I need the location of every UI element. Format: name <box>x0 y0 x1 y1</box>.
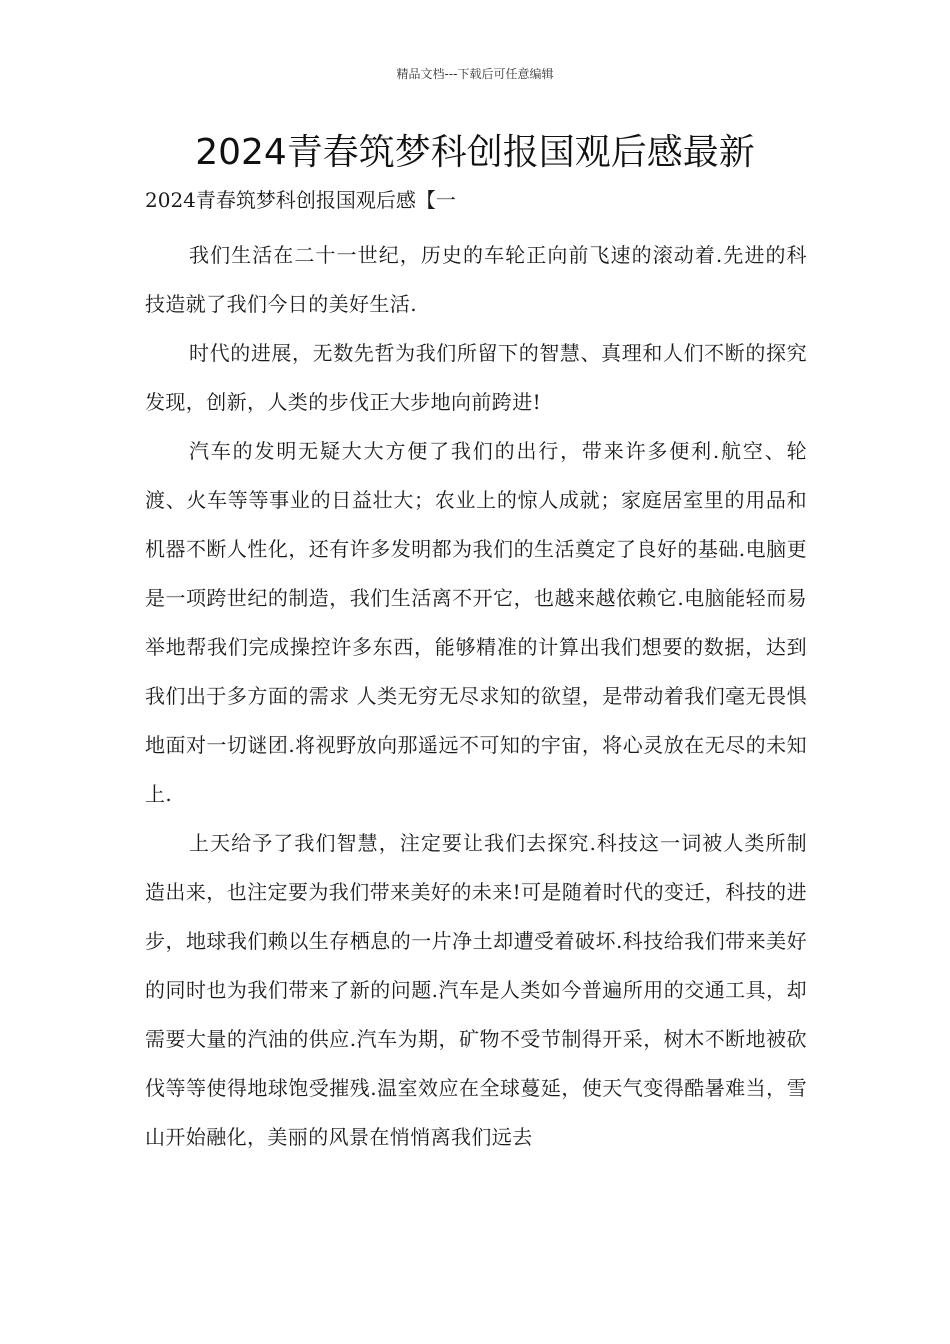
paragraph-2: 时代的进展，无数先哲为我们所留下的智慧、真理和人们不断的探究发现，创新，人类的步伐正大步地向前跨进! <box>145 341 807 414</box>
document-title: 2024青春筑梦科创报国观后感最新 <box>195 132 755 173</box>
paragraph-4: 上天给予了我们智慧，注定要让我们去探究.科技这一词被人类所制造出来，也注定要为我们带来美好的未来!可是随着时代的变迁，科技的进步，地球我们赖以生存栖息的一片净土却遭受着破坏.科技给我们带来美好的同时也为我们带来了新的问题.汽车是人类如今普遍所用的交通工具，却需要大量的汽油的供应.汽车为期，矿物不受节制得开采，树木不断地被砍伐等等使得地球饱受摧残.温室效应在全球蔓延，使天气变得酷暑难当，雪山开始融化，美丽的风景在悄悄离我们远去 <box>145 831 807 1149</box>
paragraph-1: 我们生活在二十一世纪，历史的车轮正向前飞速的滚动着.先进的科技造就了我们今日的美好生活. <box>145 243 807 316</box>
header-note: 精品文档---下载后可任意编辑 <box>396 67 554 81</box>
body-text <box>145 231 807 1162</box>
section-subtitle: 2024青春筑梦科创报国观后感【一 <box>145 188 456 212</box>
paragraph-3: 汽车的发明无疑大大方便了我们的出行，带来许多便利.航空、轮渡、火车等等事业的日益壮大；农业上的惊人成就；家庭居室里的用品和机器不断人性化，还有许多发明都为我们的生活奠定了良好的基础.电脑更是一项跨世纪的制造，我们生活离不开它，也越来越依赖它.电脑能轻而易举地帮我们完成操控许多东西，能够精准的计算出我们想要的数据，达到我们出于多方面的需求 人类无穷无尽求知的欲望，是带动着我们毫无畏惧地面对一切谜团.将视野放向那遥远不可知的宇宙，将心灵放在无尽的未知上. <box>145 439 807 806</box>
